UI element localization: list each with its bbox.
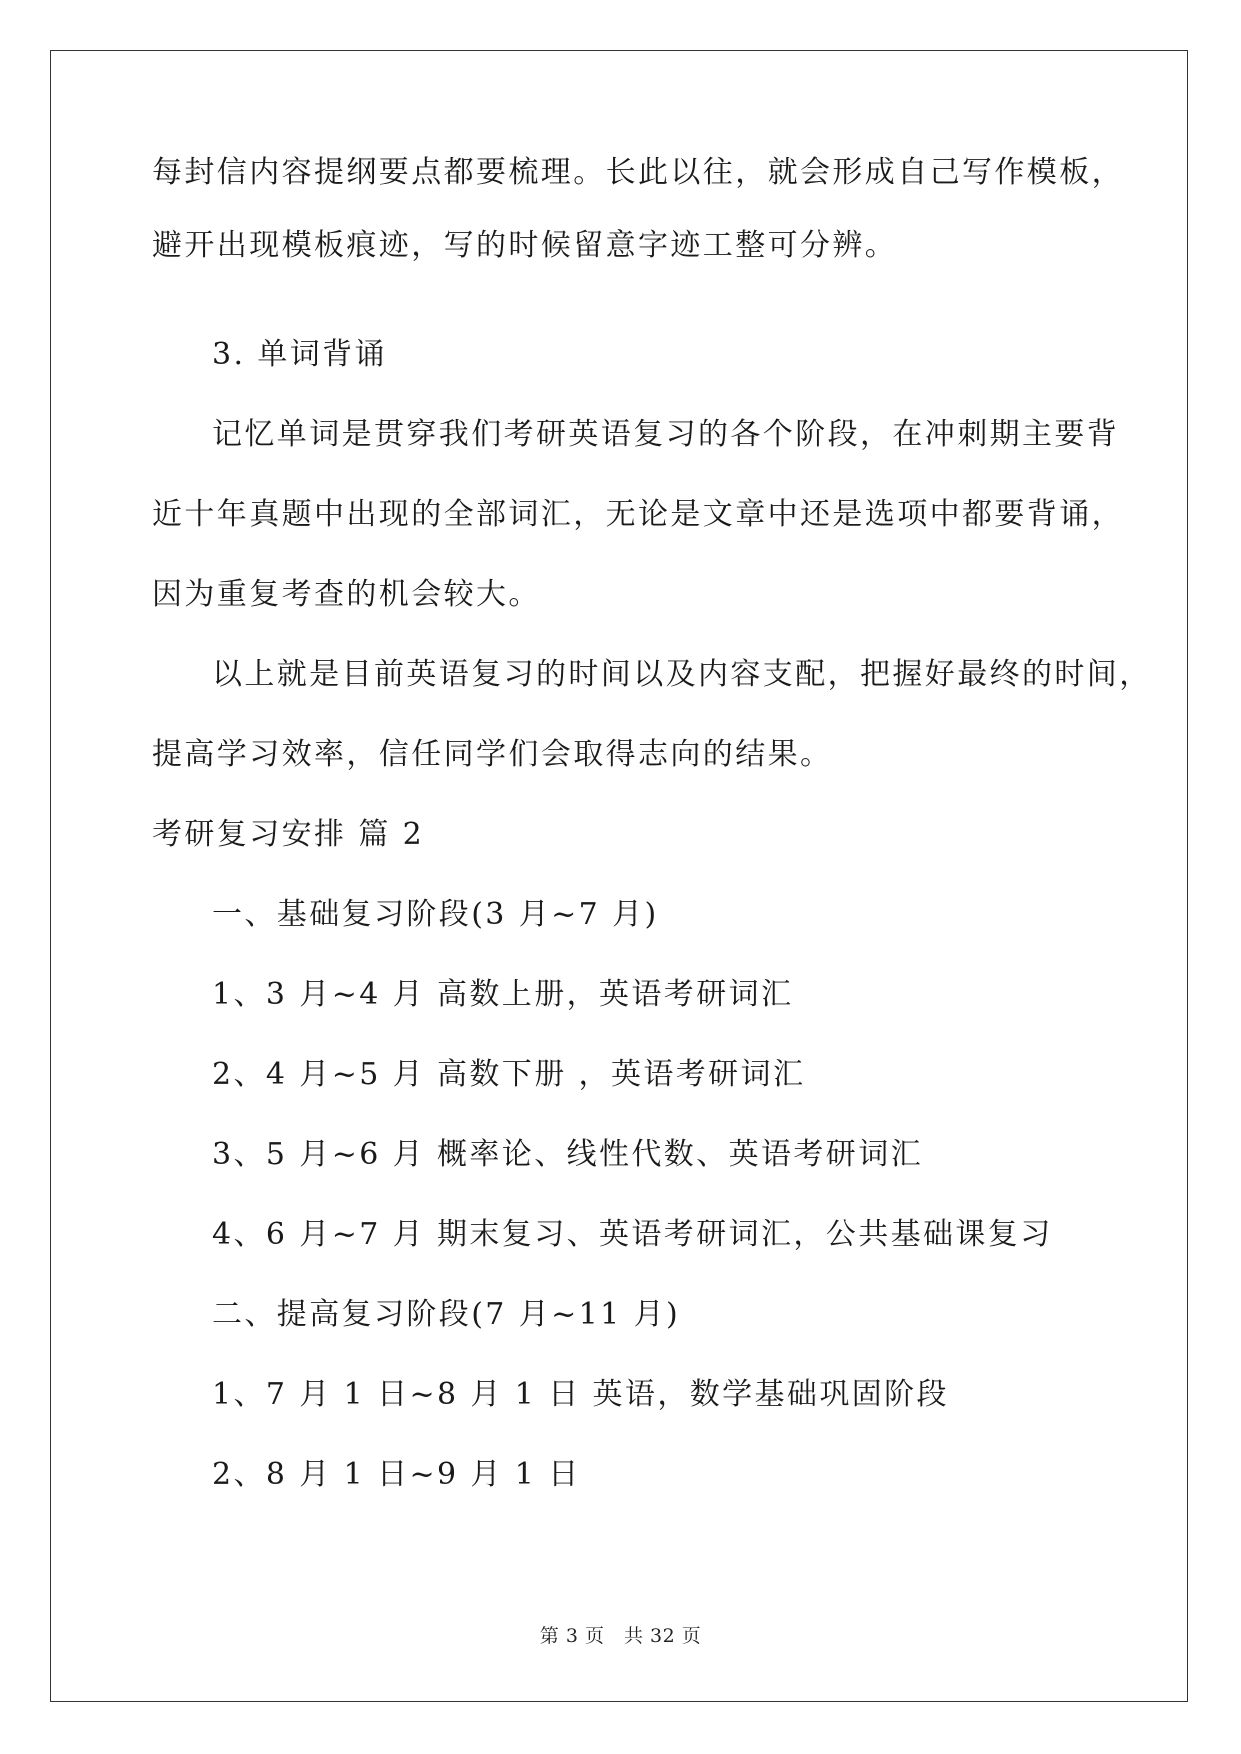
list-item: 2、8 月 1 日~9 月 1 日 (212, 1457, 581, 1492)
stage-heading-advanced: 二、提高复习阶段(7 月~11 月) (212, 1297, 681, 1332)
stage-heading-basic: 一、基础复习阶段(3 月~7 月) (212, 897, 659, 932)
list-item: 2、4 月~5 月 高数下册 ，英语考研词汇 (212, 1057, 806, 1092)
text-line-6: 因为重复考查的机会较大。 (152, 577, 541, 612)
text-line-5: 近十年真题中出现的全部词汇，无论是文章中还是选项中都要背诵， (152, 497, 1124, 532)
text-line-7: 以上就是目前英语复习的时间以及内容支配，把握好最终的时间， (212, 657, 1152, 692)
text-line-2: 避开出现模板痕迹，写的时候留意字迹工整可分辨。 (152, 228, 898, 263)
text-line-8: 提高学习效率，信任同学们会取得志向的结果。 (152, 737, 833, 772)
list-item: 1、3 月~4 月 高数上册，英语考研词汇 (212, 977, 794, 1012)
section-heading-word-memorization: 3. 单词背诵 (212, 337, 387, 372)
text-line-1: 每封信内容提纲要点都要梳理。长此以往，就会形成自己写作模板， (152, 155, 1124, 190)
list-item: 1、7 月 1 日~8 月 1 日 英语，数学基础巩固阶段 (212, 1377, 949, 1412)
article-heading: 考研复习安排 篇 2 (152, 817, 425, 852)
text-line-4: 记忆单词是贯穿我们考研英语复习的各个阶段，在冲刺期主要背 (212, 417, 1120, 452)
list-item: 4、6 月~7 月 期末复习、英语考研词汇，公共基础课复习 (212, 1217, 1053, 1252)
page-number-footer: 第 3 页 共 32 页 (539, 1625, 702, 1647)
list-item: 3、5 月~6 月 概率论、线性代数、英语考研词汇 (212, 1137, 924, 1172)
